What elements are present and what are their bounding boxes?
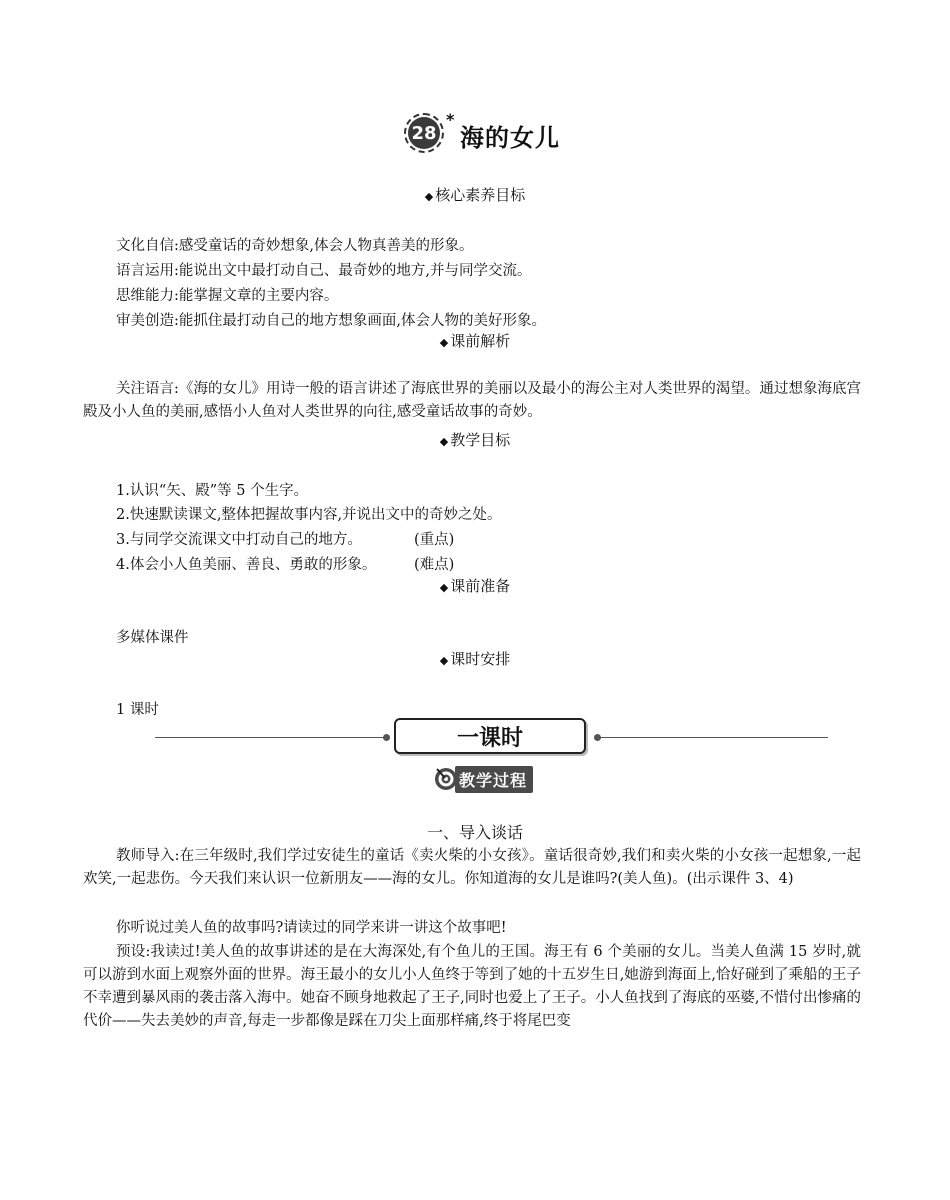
teaching-process-tag [433, 766, 533, 792]
focus-tag: (重点) [414, 532, 455, 548]
part-one-heading: 一、导入谈话 [426, 823, 523, 842]
section-heading-pre-analysis: ◆ 课前解析 [439, 332, 511, 350]
section-heading-teaching-goals: ◆ 教学目标 [439, 431, 511, 449]
diamond-icon: ◆ [439, 581, 449, 594]
body-paragraph: 预设:我读过!美人鱼的故事讲述的是在大海深处,有个鱼儿的王国。海王有 6 个美丽的女儿。当美人鱼满 15 岁时,就可以游到水面上观察外面的世界。海王最小的女儿小人鱼终于等到了她的十五岁生日,她游到海面上,恰好碰到了乘船的王子不幸遭到暴风雨的袭击落入海中。她奋不顾身地救起了王子,同时也爱上了王子。小人鱼找到了海底的巫婆,不惜付出惨痛的代价——失去美妙的声音,每走一步都像是踩在刀尖上面那样痛,终于将尾巴变 [83, 944, 861, 1029]
preparation-text: 多媒体课件 [116, 630, 189, 646]
teaching-goal-item: 2.快速默读课文,整体把握故事内容,并说出文中的奇妙之处。 [116, 507, 502, 523]
body-paragraph: 教师导入:在三年级时,我们学过安徒生的童话《卖火柴的小女孩》。童话很奇妙,我们和卖火柴的小女孩一起想象,一起欢笑,一起悲伤。今天我们来认识一位新朋友——海的女儿。你知道海的女儿是谁吗?(美人鱼)。(出示课件 3、4) [83, 848, 861, 887]
divider-dot-left [383, 734, 390, 741]
section-heading-core-goals: ◆ 核心素养目标 [424, 186, 526, 204]
core-goal-item: 审美创造:能抓住最打动自己的地方想象画面,体会人物的美好形象。 [116, 313, 546, 329]
divider-left [155, 737, 387, 738]
optional-lesson-star: * [446, 110, 455, 129]
core-goal-item: 语言运用:能说出文中最打动自己、最奇妙的地方,并与同学交流。 [116, 263, 532, 279]
diamond-icon: ◆ [439, 336, 449, 349]
schedule-text: 1 课时 [116, 702, 159, 718]
class-period-banner: 一课时 [394, 718, 586, 754]
teaching-process-label: 教学过程 [455, 766, 533, 793]
teaching-goal-item: 3.与同学交流课文中打动自己的地方。 (重点) [116, 528, 362, 549]
diamond-icon: ◆ [439, 435, 449, 448]
teaching-goal-item: 4.体会小人鱼美丽、善良、勇敢的形象。 (难点) [116, 553, 376, 574]
lesson-number-badge [404, 113, 444, 153]
lesson-number: 28 [408, 117, 440, 149]
teaching-goal-item: 1.认识“矢、殿”等 5 个生字。 [116, 483, 309, 499]
core-goal-item: 思维能力:能掌握文章的主要内容。 [116, 288, 339, 304]
core-goal-item: 文化自信:感受童话的奇妙想象,体会人物真善美的形象。 [116, 238, 474, 254]
diamond-icon: ◆ [439, 654, 449, 667]
divider-right [600, 737, 828, 738]
pre-analysis-paragraph: 关注语言:《海的女儿》用诗一般的语言讲述了海底世界的美丽以及最小的海公主对人类世界的渴望。通过想象海底宫殿及小人鱼的美丽,感悟小人鱼对人类世界的向往,感受童话故事的奇妙。 [83, 381, 861, 420]
body-paragraph: 你听说过美人鱼的故事吗?请读过的同学来讲一讲这个故事吧! [116, 920, 507, 936]
difficulty-tag: (难点) [414, 557, 455, 573]
section-heading-schedule: ◆ 课时安排 [439, 650, 511, 668]
diamond-icon: ◆ [424, 190, 434, 203]
lesson-title-block [400, 110, 600, 160]
page-title: 海的女儿 [460, 124, 560, 152]
section-heading-preparation: ◆ 课前准备 [439, 577, 511, 595]
